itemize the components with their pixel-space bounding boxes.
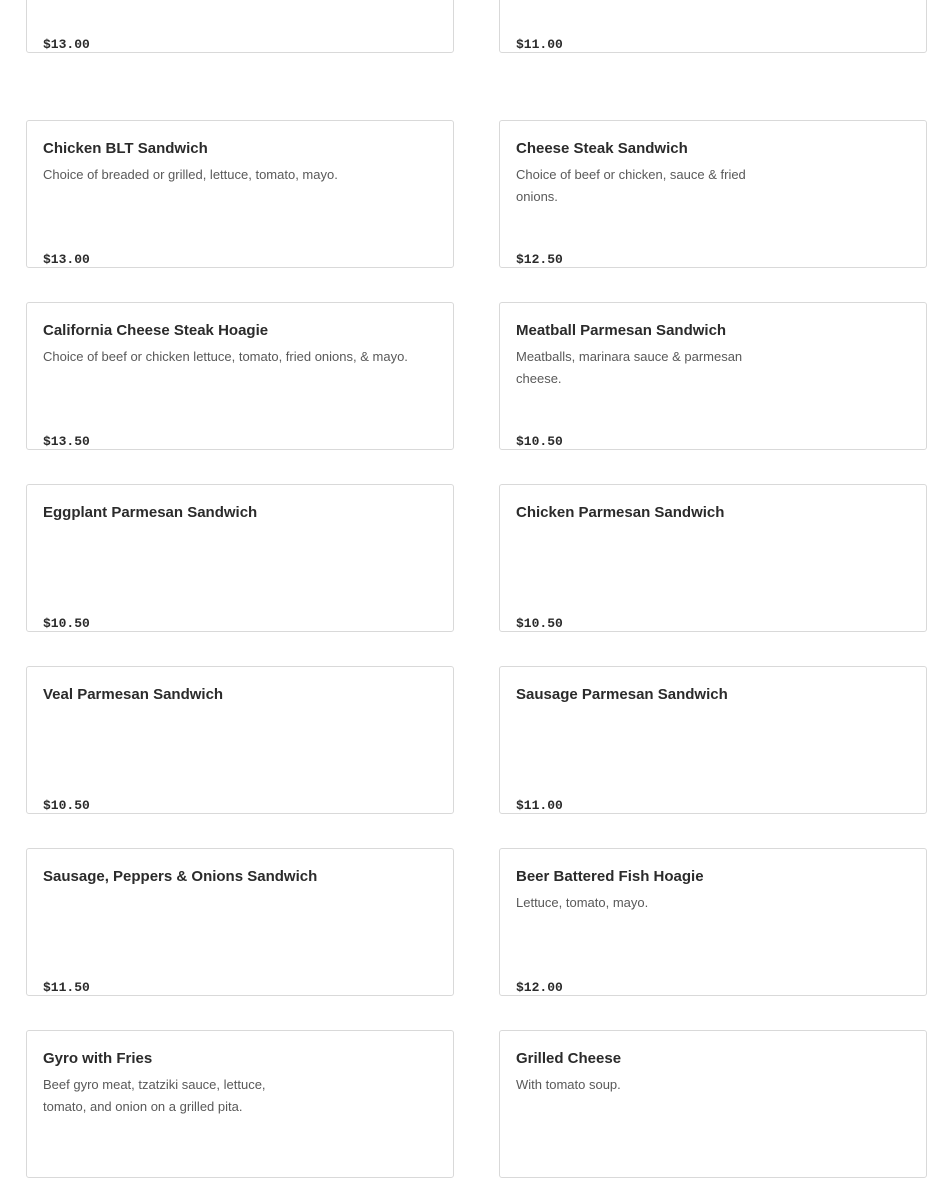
menu-item-price: $11.50 <box>43 980 90 995</box>
menu-item-name: Grilled Cheese <box>516 1050 622 1067</box>
menu-item-name: Chicken BLT Sandwich <box>43 140 208 157</box>
menu-item-card[interactable] <box>26 666 454 814</box>
menu-item-name: Sausage, Peppers & Onions Sandwich <box>43 868 318 885</box>
menu-item-name: Meatball Parmesan Sandwich <box>516 322 727 339</box>
menu-item-name: Eggplant Parmesan Sandwich <box>43 504 258 521</box>
menu-item-card[interactable] <box>26 120 454 268</box>
menu-item-description: Lettuce, tomato, mayo. <box>516 895 649 910</box>
menu-item-price: $11.00 <box>516 37 563 52</box>
menu-item-price: $10.50 <box>516 434 563 449</box>
menu-item-name: Sausage Parmesan Sandwich <box>516 686 728 703</box>
menu-item-card[interactable] <box>499 848 927 996</box>
menu-item-card[interactable] <box>26 302 454 450</box>
menu-item-card[interactable] <box>26 484 454 632</box>
menu-item-card[interactable] <box>26 1030 454 1178</box>
menu-item-name: California Cheese Steak Hoagie <box>43 322 269 339</box>
menu-item-description: Beef gyro meat, tzatziki sauce, lettuce, tomato, and onion on a grilled pita. <box>43 1077 266 1114</box>
menu-item-card[interactable] <box>499 0 927 53</box>
menu-item-price: $12.00 <box>516 980 563 995</box>
menu-item-card[interactable] <box>499 120 927 268</box>
menu-item-price: $13.50 <box>43 434 90 449</box>
menu-item-description: With tomato soup. <box>516 1077 621 1092</box>
menu-item-price: $11.00 <box>516 798 563 813</box>
menu-item-card[interactable] <box>26 848 454 996</box>
menu-item-name: Veal Parmesan Sandwich <box>43 686 224 703</box>
menu-item-name: Beer Battered Fish Hoagie <box>516 868 704 885</box>
menu-item-card[interactable] <box>499 302 927 450</box>
menu-item-name: Cheese Steak Sandwich <box>516 140 688 157</box>
menu-item-price: $10.50 <box>516 616 563 631</box>
menu-item-price: $13.00 <box>43 252 90 267</box>
menu-item-description: Choice of breaded or grilled, lettuce, tomato, mayo. <box>43 167 338 182</box>
menu-item-price: $10.50 <box>43 798 90 813</box>
menu-item-price: $13.00 <box>43 37 90 52</box>
menu-item-card[interactable] <box>499 1030 927 1178</box>
menu-item-card[interactable] <box>499 484 927 632</box>
menu-item-description: Choice of beef or chicken lettuce, tomato, fried onions, & mayo. <box>43 349 408 364</box>
menu-item-card[interactable] <box>26 0 454 53</box>
menu-item-card[interactable] <box>499 666 927 814</box>
menu-item-description: Meatballs, marinara sauce & parmesan cheese. <box>516 349 743 386</box>
menu-item-name: Gyro with Fries <box>43 1050 153 1067</box>
menu-item-price: $12.50 <box>516 252 563 267</box>
menu-item-description: Choice of beef or chicken, sauce & fried onions. <box>516 167 746 204</box>
menu-item-price: $10.50 <box>43 616 90 631</box>
menu-item-name: Chicken Parmesan Sandwich <box>516 504 725 521</box>
